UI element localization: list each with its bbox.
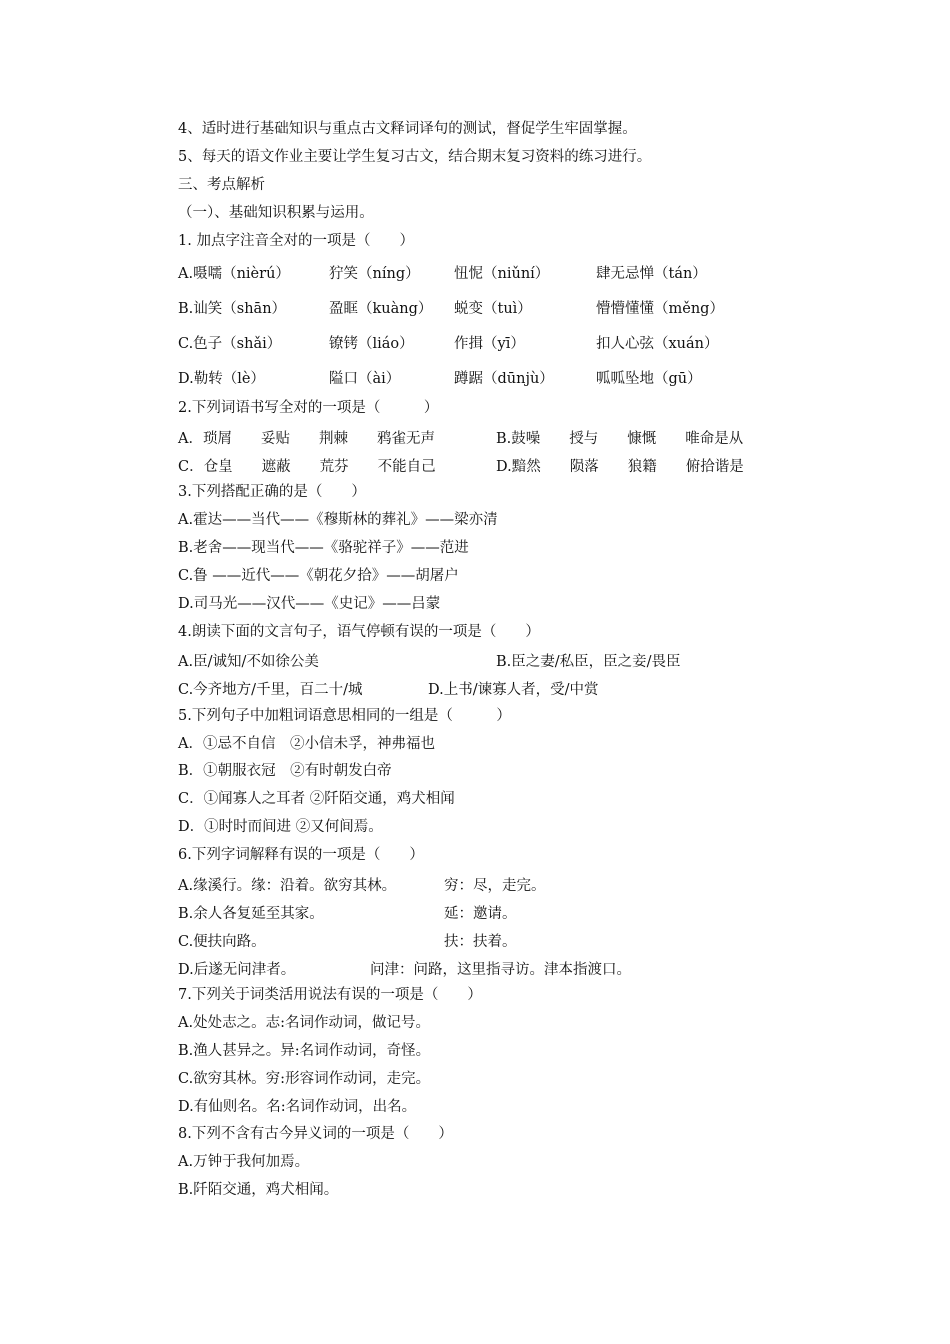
option-cell: 蜕变（tuì） [454, 301, 532, 318]
q5-option: A．①忌不自信 ②小信未孚，神弗福也 [178, 735, 435, 752]
document-page [178, 116, 818, 1205]
option-cell: C.今齐地方/千里，百二十/城 [178, 682, 363, 699]
question-4-title: 4.朗读下面的文言句子，语气停顿有误的一项是（ ） [178, 623, 540, 640]
q6-option [178, 926, 818, 954]
q8-option: B.阡陌交通，鸡犬相闻。 [178, 1182, 339, 1199]
q3-option: C.鲁 ——近代——《朝花夕拾》——胡屠户 [178, 568, 459, 585]
option-cell: B.臣之妻/私臣，臣之妾/畏臣 [496, 654, 681, 671]
option-cell: 狞笑（níng） [329, 266, 420, 283]
option-cell: 肆无忌惮（tán） [596, 266, 707, 283]
q5-option: D．①时时而间进 ②又何间焉。 [178, 819, 383, 836]
q2-options-row [178, 423, 818, 451]
option-cell: 作揖（yī） [454, 336, 525, 353]
q5-option: B．①朝服衣冠 ②有时朝发白帝 [178, 763, 392, 780]
option-cell: 延：邀请。 [444, 905, 517, 922]
option-cell: A．琐屑 妥贴 荆棘 鸦雀无声 [178, 430, 435, 447]
option-cell: A.嗫嚅（nièrú） [178, 266, 290, 283]
question-8-title: 8.下列不含有古今异义词的一项是（ ） [178, 1126, 453, 1143]
question-5-title: 5.下列句子中加粗词语意思相同的一组是（ ） [178, 707, 511, 724]
question-7-title: 7.下列关于词类活用说法有误的一项是（ ） [178, 987, 482, 1004]
q5-option: C．①闻寡人之耳者 ②阡陌交通，鸡犬相闻 [178, 791, 455, 808]
q1-option-a [178, 255, 818, 290]
q3-option: A.霍达——当代——《穆斯林的葬礼》——梁亦清 [178, 512, 498, 529]
q4-options-row [178, 675, 818, 703]
section-heading: 三、考点解析 [178, 176, 265, 193]
option-cell: 蹲踞（dūnjù） [454, 371, 554, 388]
option-cell: 懵懵懂懂（měng） [596, 301, 724, 318]
question-2-title: 2.下列词语书写全对的一项是（ ） [178, 400, 439, 417]
option-cell: D.黯然 陨落 狼籍 俯拾谐是 [496, 458, 744, 475]
option-cell: C．仓皇 遮蔽 荒芬 不能自己 [178, 458, 436, 475]
q6-option [178, 898, 818, 926]
option-cell: C.色子（shǎi） [178, 336, 282, 353]
q4-options-row [178, 647, 818, 675]
q7-option: B.渔人甚异之。异:名词作动词，奇怪。 [178, 1042, 431, 1059]
question-1-title: 1. 加点字注音全对的一项是（ ） [178, 232, 414, 249]
text-line: 4、适时进行基础知识与重点古文释词译句的测试，督促学生牢固掌握。 [178, 121, 637, 137]
subsection-heading: （一）、基础知识积累与运用。 [178, 204, 374, 221]
option-cell: D.上书/谏寡人者，受/中赏 [428, 682, 599, 699]
option-cell: D.后遂无问津者。 [178, 961, 296, 978]
question-3-title: 3.下列搭配正确的是（ ） [178, 484, 366, 501]
option-cell: 忸怩（niǔní） [454, 266, 550, 283]
option-cell: 镣铐（liáo） [329, 336, 414, 353]
q1-option-d [178, 360, 818, 395]
option-cell: D.勒转（lè） [178, 371, 265, 388]
q1-option-c [178, 325, 818, 360]
option-cell: A.缘溪行。缘：沿着。欲穷其林。 [178, 877, 397, 894]
option-cell: B.余人各复延至其家。 [178, 905, 324, 922]
option-cell: A.臣/诚知/不如徐公美 [178, 654, 319, 671]
option-cell: 穷：尽，走完。 [444, 877, 546, 894]
q7-option: D.有仙则名。名:名词作动词，出名。 [178, 1098, 417, 1115]
option-cell: 扶：扶着。 [444, 933, 517, 950]
q7-option: C.欲穷其林。穷:形容词作动词，走完。 [178, 1070, 431, 1087]
q3-option: D.司马光——汉代——《史记》——吕蒙 [178, 595, 441, 612]
q6-option [178, 870, 818, 898]
option-cell: 盈眶（kuàng） [329, 301, 433, 318]
q6-option [178, 954, 818, 982]
text-line: 5、每天的语文作业主要让学生复习古文，结合期末复习资料的练习进行。 [178, 148, 652, 165]
option-cell: 隘口（ài） [329, 371, 401, 388]
option-cell: 问津：问路，这里指寻访。津本指渡口。 [370, 961, 631, 978]
option-cell: C.便扶向路。 [178, 933, 266, 950]
q2-options-row [178, 451, 818, 479]
option-cell: 呱呱坠地（gū） [596, 371, 702, 388]
q7-option: A.处处志之。志:名词作动词，做记号。 [178, 1014, 430, 1031]
question-6-title: 6.下列字词解释有误的一项是（ ） [178, 847, 424, 864]
q8-option: A.万钟于我何加焉。 [178, 1154, 310, 1171]
option-cell: B.鼓噪 授与 慷慨 唯命是从 [496, 430, 744, 447]
option-cell: 扣人心弦（xuán） [596, 336, 719, 353]
option-cell: B.讪笑（shān） [178, 301, 287, 318]
q1-option-b [178, 290, 818, 325]
q3-option: B.老舍——现当代——《骆驼祥子》——范进 [178, 540, 469, 557]
